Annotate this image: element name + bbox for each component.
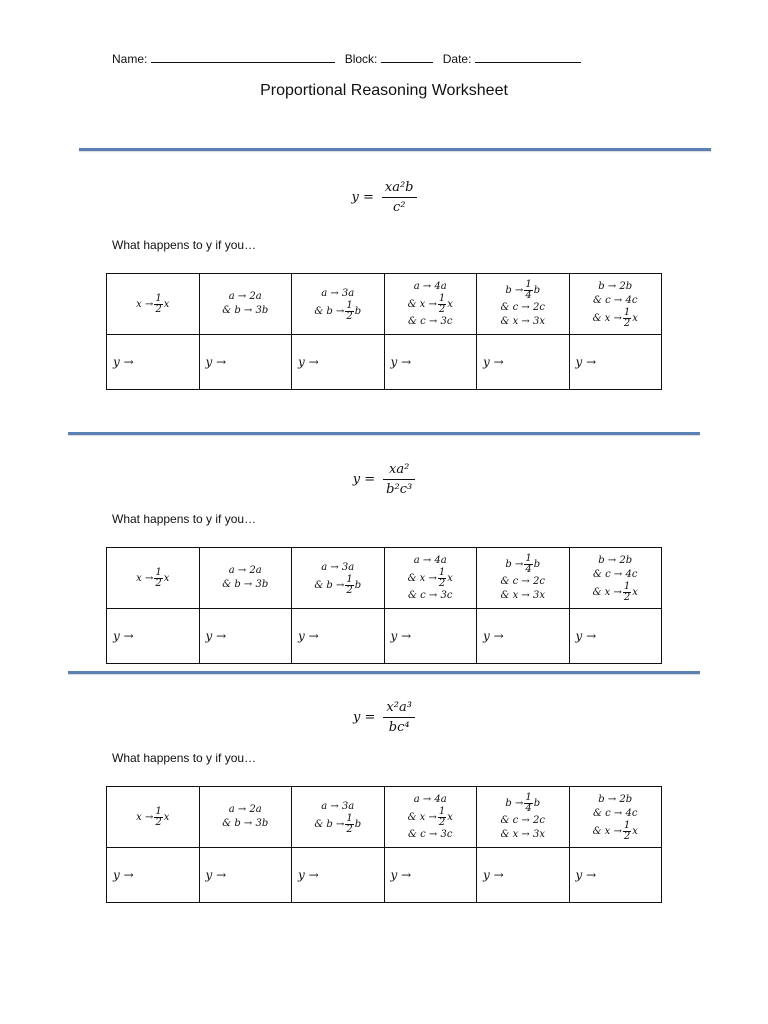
op-cell-bquarter-c2-x3: b → $\frac{1}{4}$ b & c → 2c & x → 3x — [477, 548, 570, 609]
question-prompt: What happens to y if you… — [112, 751, 257, 765]
answer-cell[interactable] — [292, 848, 385, 903]
answer-label: y → — [113, 355, 134, 369]
answer-label: y → — [483, 355, 504, 369]
answer-label: y → — [390, 868, 412, 882]
op-cell-a3-bhalf: a → 3a & b → $\frac{1}{2}$ b — [292, 787, 385, 848]
answer-label: y → — [390, 629, 412, 643]
operations-table-1 — [106, 273, 662, 390]
op-cell-a3-bhalf: a → 3a & b → $\frac{1}{2}$ b — [292, 274, 385, 335]
op-cell-b2-c4-xhalf: b → 2b & c → 4c & x → $\frac{1}{2}$ x — [569, 787, 662, 848]
name-label: Name: — [112, 52, 148, 66]
page-title: Proportional Reasoning Worksheet — [260, 82, 508, 99]
operations-table-2 — [106, 547, 662, 664]
op-cell-scale-x: x → $\frac{1}{2}$ x — [107, 548, 200, 609]
answer-cell[interactable] — [569, 848, 662, 903]
block-blank[interactable] — [381, 52, 433, 63]
answer-cell[interactable] — [292, 609, 385, 664]
op-cell-bquarter-c2-x3: b → $\frac{1}{4}$ b & c → 2c & x → 3x — [477, 787, 570, 848]
equation-2: y = $\frac{\text{xa²}}{\text{b²c³}}$ — [0, 462, 768, 497]
date-label: Date: — [442, 52, 472, 66]
answer-label: y → — [575, 868, 597, 882]
op-cell-a2-b3: a → 2a & b → 3b — [199, 548, 292, 609]
answer-label: y → — [298, 868, 319, 882]
question-prompt: What happens to y if you… — [112, 512, 257, 526]
section-divider — [68, 671, 700, 674]
op-cell-a4-xhalf-c3: a → 4a & x → $\frac{1}{2}$ x & c → 3c — [384, 548, 477, 609]
answer-cell[interactable] — [384, 848, 477, 903]
op-cell-a3-bhalf: a → 3a & b → $\frac{1}{2}$ b — [292, 548, 385, 609]
equation-1: y = $\frac{\text{xa²b}}{\text{c²}}$ — [0, 180, 768, 215]
answer-cell[interactable] — [569, 335, 662, 390]
op-cell-b2-c4-xhalf: b → 2b & c → 4c & x → $\frac{1}{2}$ x — [569, 548, 662, 609]
answer-label: y → — [205, 355, 227, 369]
answer-cell[interactable] — [199, 335, 292, 390]
date-blank[interactable] — [475, 52, 581, 63]
answer-cell[interactable] — [477, 609, 570, 664]
answer-label: y → — [483, 868, 504, 882]
section-divider — [68, 432, 700, 435]
equation-3: y = $\frac{\text{x²a³}}{\text{bc⁴}}$ — [0, 700, 768, 735]
section-divider — [79, 148, 711, 151]
op-cell-a2-b3: a → 2a & b → 3b — [199, 274, 292, 335]
student-info-line — [112, 52, 581, 66]
answer-cell[interactable] — [384, 609, 477, 664]
answer-label: y → — [298, 355, 319, 369]
op-cell-b2-c4-xhalf: b → 2b & c → 4c & x → $\frac{1}{2}$ x — [569, 274, 662, 335]
answer-label: y → — [205, 629, 227, 643]
answer-label: y → — [575, 355, 597, 369]
op-cell-scale-x: x → $\frac{1}{2}$ x — [107, 787, 200, 848]
answer-label: y → — [205, 868, 227, 882]
answer-label: y → — [390, 355, 412, 369]
answer-cell[interactable] — [199, 609, 292, 664]
answer-cell[interactable] — [199, 848, 292, 903]
answer-cell[interactable] — [107, 848, 200, 903]
op-cell-scale-x: x → $\frac{1}{2}$ x — [107, 274, 200, 335]
operations-table-3 — [106, 786, 662, 903]
answer-label: y → — [113, 629, 134, 643]
question-prompt: What happens to y if you… — [112, 238, 257, 252]
answer-cell[interactable] — [477, 335, 570, 390]
answer-cell[interactable] — [569, 609, 662, 664]
block-label: Block: — [344, 52, 378, 66]
answer-cell[interactable] — [107, 609, 200, 664]
op-cell-a4-xhalf-c3: a → 4a & x → $\frac{1}{2}$ x & c → 3c — [384, 787, 477, 848]
answer-label: y → — [483, 629, 504, 643]
answer-cell[interactable] — [477, 848, 570, 903]
answer-cell[interactable] — [292, 335, 385, 390]
op-cell-bquarter-c2-x3: b → $\frac{1}{4}$ b & c → 2c & x → 3x — [477, 274, 570, 335]
answer-label: y → — [575, 629, 597, 643]
answer-label: y → — [113, 868, 134, 882]
op-cell-a2-b3: a → 2a & b → 3b — [199, 787, 292, 848]
op-cell-a4-xhalf-c3: a → 4a & x → $\frac{1}{2}$ x & c → 3c — [384, 274, 477, 335]
answer-cell[interactable] — [384, 335, 477, 390]
answer-cell[interactable] — [107, 335, 200, 390]
answer-label: y → — [298, 629, 319, 643]
name-blank[interactable] — [151, 52, 335, 63]
